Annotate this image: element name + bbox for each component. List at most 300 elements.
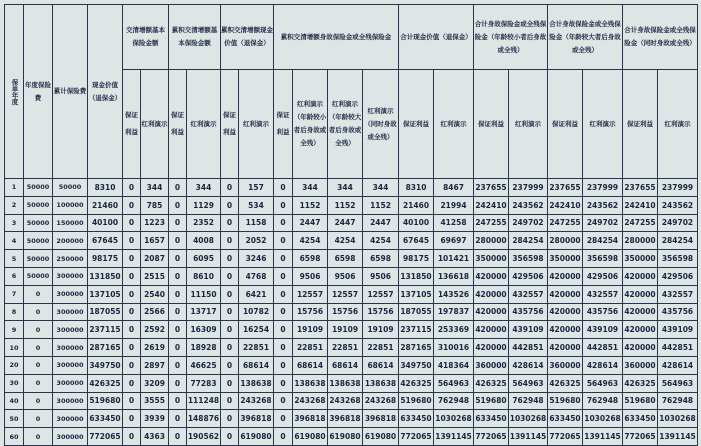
table-cell: 344 [363,179,399,197]
table-cell: 429506 [658,267,698,285]
table-row [5,339,698,357]
table-cell: 300000 [53,321,88,339]
subheader-dividend: 红利演示 [239,70,274,179]
benefit-illustration-table [4,4,698,446]
table-cell: 77283 [187,374,221,392]
table-cell: 237999 [509,179,548,197]
table-cell: 9506 [328,267,363,285]
table-cell: 0 [169,321,187,339]
table-cell: 0 [221,232,239,250]
subheader-dividend: 红利演示 [141,70,169,179]
table-cell: 0 [274,232,293,250]
table-cell: 564963 [583,374,623,392]
table-cell: 432557 [658,285,698,303]
table-cell: 237655 [623,179,658,197]
table-cell: 435756 [658,303,698,321]
table-cell: 435756 [583,303,623,321]
table-cell: 420000 [474,285,509,303]
table-cell: 0 [169,374,187,392]
table-cell: 15756 [363,303,399,321]
table-cell: 0 [274,321,293,339]
table-cell: 360000 [474,356,509,374]
table-cell: 137105 [399,285,434,303]
table-cell: 0 [123,356,141,374]
table-row [5,179,698,197]
table-cell: 633450 [623,410,658,428]
table-cell: 136618 [434,267,474,285]
table-row [5,410,698,428]
table-row [5,267,698,285]
table-cell: 2087 [141,250,169,268]
table-cell: 242410 [548,196,583,214]
table-cell: 22851 [293,339,328,357]
subheader-guaranteed: 保证利益 [623,70,658,179]
table-cell: 0 [274,179,293,197]
table-cell: 6 [5,267,24,285]
table-cell: 242410 [623,196,658,214]
table-cell: 619080 [293,428,328,446]
table-cell: 785 [141,196,169,214]
table-cell: 9506 [363,267,399,285]
table-cell: 564963 [434,374,474,392]
table-cell: 237115 [399,321,434,339]
table-cell: 420000 [474,321,509,339]
table-cell: 0 [221,196,239,214]
table-cell: 16254 [239,321,274,339]
table-cell: 619080 [363,428,399,446]
table-cell: 0 [274,267,293,285]
table-cell: 300000 [53,356,88,374]
table-cell: 50 [5,410,24,428]
table-cell: 40 [5,392,24,410]
table-cell: 1030268 [434,410,474,428]
table-cell: 12557 [293,285,328,303]
table-cell: 1129 [187,196,221,214]
table-cell: 284254 [509,232,548,250]
table-cell: 0 [123,250,141,268]
table-cell: 0 [169,196,187,214]
table-cell: 344 [293,179,328,197]
table-cell: 68614 [363,356,399,374]
table-cell: 426325 [88,374,123,392]
table-cell: 4 [5,232,24,250]
subheader-dividend-both: 红利演示（同时身故或全残） [363,70,399,179]
table-cell: 420000 [623,267,658,285]
table-cell: 0 [274,250,293,268]
subheader-guaranteed: 保证利益 [221,70,239,179]
table-cell: 0 [123,214,141,232]
table-cell: 1 [5,179,24,197]
table-cell: 0 [221,179,239,197]
table-cell: 772065 [548,428,583,446]
table-cell: 237115 [88,321,123,339]
table-cell: 67645 [399,232,434,250]
table-cell: 5 [5,250,24,268]
table-cell: 426325 [399,374,434,392]
table-cell: 4008 [187,232,221,250]
table-cell: 0 [274,339,293,357]
table-cell: 0 [123,267,141,285]
subheader-guaranteed: 保证利益 [548,70,583,179]
table-cell: 300000 [53,267,88,285]
table-cell: 519680 [548,392,583,410]
table-cell: 519680 [474,392,509,410]
table-cell: 40100 [88,214,123,232]
table-cell: 428614 [509,356,548,374]
table-cell: 19109 [293,321,328,339]
table-cell: 2897 [141,356,169,374]
table-cell: 3246 [239,250,274,268]
table-cell: 243562 [509,196,548,214]
table-cell: 0 [169,339,187,357]
subheader-guaranteed: 保证利益 [474,70,509,179]
table-cell: 300000 [53,374,88,392]
table-cell: 98175 [88,250,123,268]
table-cell: 249702 [583,214,623,232]
table-row [5,356,698,374]
table-cell: 432557 [509,285,548,303]
table-cell: 7 [5,285,24,303]
header-total-death-both: 合计身故保险金或全残保险金（同时身故或全残） [623,5,698,70]
table-cell: 98175 [399,250,434,268]
table-cell: 420000 [474,267,509,285]
table-cell: 633450 [548,410,583,428]
table-cell: 420000 [548,339,583,357]
table-cell: 0 [169,356,187,374]
table-cell: 0 [221,428,239,446]
table-cell: 0 [24,428,53,446]
table-cell: 9 [5,321,24,339]
table-cell: 1152 [363,196,399,214]
table-cell: 243562 [658,196,698,214]
table-cell: 13717 [187,303,221,321]
table-cell: 287165 [88,339,123,357]
table-cell: 0 [123,392,141,410]
table-cell: 0 [221,392,239,410]
table-cell: 360000 [623,356,658,374]
table-cell: 50000 [24,196,53,214]
table-cell: 15756 [293,303,328,321]
table-cell: 396818 [293,410,328,428]
table-cell: 344 [328,179,363,197]
table-cell: 0 [123,321,141,339]
table-cell: 50000 [53,179,88,197]
table-cell: 131850 [399,267,434,285]
table-cell: 420000 [548,285,583,303]
table-cell: 237999 [583,179,623,197]
table-cell: 0 [24,410,53,428]
table-cell: 243562 [583,196,623,214]
table-cell: 344 [187,179,221,197]
table-row [5,428,698,446]
table-cell: 0 [221,285,239,303]
table-cell: 50000 [24,267,53,285]
table-cell: 253369 [434,321,474,339]
table-cell: 519680 [623,392,658,410]
table-row [5,250,698,268]
table-cell: 21460 [88,196,123,214]
table-cell: 300000 [53,428,88,446]
table-cell: 138638 [239,374,274,392]
table-cell: 0 [24,303,53,321]
table-cell: 0 [274,196,293,214]
table-cell: 564963 [509,374,548,392]
subheader-dividend: 红利演示 [434,70,474,179]
table-cell: 280000 [623,232,658,250]
table-cell: 300000 [53,410,88,428]
table-cell: 4363 [141,428,169,446]
table-cell: 633450 [88,410,123,428]
table-cell: 284254 [658,232,698,250]
table-cell: 350000 [548,250,583,268]
table-cell: 300000 [53,339,88,357]
header-cum-paidup-cv: 累积交清增额现金价值（退保金） [221,5,274,70]
table-cell: 300000 [53,285,88,303]
table-cell: 442851 [658,339,698,357]
table-cell: 0 [169,303,187,321]
table-cell: 0 [274,392,293,410]
table-cell: 1030268 [658,410,698,428]
table-cell: 19109 [363,321,399,339]
table-cell: 2540 [141,285,169,303]
table-row [5,392,698,410]
table-cell: 762948 [583,392,623,410]
table-cell: 772065 [623,428,658,446]
table-cell: 8310 [399,179,434,197]
table-cell: 4768 [239,267,274,285]
table-cell: 1158 [239,214,274,232]
table-cell: 420000 [623,339,658,357]
table-row [5,285,698,303]
table-cell: 0 [221,410,239,428]
subheader-dividend: 红利演示 [187,70,221,179]
table-cell: 6095 [187,250,221,268]
table-cell: 243268 [363,392,399,410]
table-cell: 187055 [88,303,123,321]
table-cell: 0 [24,392,53,410]
table-cell: 69697 [434,232,474,250]
table-cell: 350000 [474,250,509,268]
header-policy-year: 保单年度 [5,5,24,179]
table-cell: 2447 [328,214,363,232]
table-cell: 432557 [583,285,623,303]
subheader-dividend: 红利演示 [509,70,548,179]
table-row [5,214,698,232]
table-cell: 6598 [293,250,328,268]
table-cell: 300000 [53,303,88,321]
table-cell: 0 [24,285,53,303]
table-cell: 762948 [434,392,474,410]
table-row [5,321,698,339]
table-cell: 12557 [363,285,399,303]
table-cell: 157 [239,179,274,197]
table-cell: 101421 [434,250,474,268]
table-cell: 22851 [363,339,399,357]
table-cell: 396818 [239,410,274,428]
table-cell: 138638 [363,374,399,392]
table-cell: 250000 [53,250,88,268]
table-row [5,303,698,321]
table-cell: 131850 [88,267,123,285]
table-cell: 633450 [474,410,509,428]
table-cell: 0 [123,196,141,214]
table-cell: 1657 [141,232,169,250]
header-annual-premium: 年度保险费 [24,5,53,179]
table-cell: 2619 [141,339,169,357]
table-cell: 0 [24,356,53,374]
table-cell: 21460 [399,196,434,214]
table-cell: 22851 [239,339,274,357]
table-cell: 22851 [328,339,363,357]
table-cell: 360000 [548,356,583,374]
table-cell: 439109 [509,321,548,339]
table-cell: 1030268 [583,410,623,428]
table-cell: 190562 [187,428,221,446]
table-cell: 40100 [399,214,434,232]
table-cell: 439109 [583,321,623,339]
table-cell: 2 [5,196,24,214]
table-cell: 8310 [88,179,123,197]
table-cell: 249702 [509,214,548,232]
table-cell: 0 [274,356,293,374]
table-cell: 0 [169,285,187,303]
table-cell: 0 [123,339,141,357]
table-cell: 2447 [363,214,399,232]
table-cell: 0 [123,232,141,250]
table-cell: 0 [123,285,141,303]
table-cell: 0 [169,428,187,446]
table-row [5,196,698,214]
table-cell: 100000 [53,196,88,214]
table-cell: 10 [5,339,24,357]
table-cell: 0 [221,303,239,321]
table-cell: 0 [169,179,187,197]
table-cell: 111248 [187,392,221,410]
table-cell: 344 [141,179,169,197]
table-cell: 41258 [434,214,474,232]
table-cell: 18928 [187,339,221,357]
table-cell: 428614 [658,356,698,374]
table-row [5,232,698,250]
table-cell: 8 [5,303,24,321]
table-cell: 356598 [509,250,548,268]
table-cell: 0 [221,321,239,339]
table-cell: 243268 [328,392,363,410]
table-cell: 1030268 [509,410,548,428]
table-cell: 4254 [328,232,363,250]
header-total-death-younger: 合计身故保险金或全残保险金（年龄较小者后身故或全残） [474,5,548,70]
table-cell: 396818 [363,410,399,428]
table-cell: 0 [274,428,293,446]
table-cell: 0 [169,232,187,250]
subheader-guaranteed: 保证利益 [169,70,187,179]
table-cell: 243268 [293,392,328,410]
table-cell: 3555 [141,392,169,410]
table-cell: 19109 [328,321,363,339]
table-cell: 237655 [548,179,583,197]
table-cell: 772065 [474,428,509,446]
table-cell: 30 [5,374,24,392]
table-cell: 519680 [399,392,434,410]
table-cell: 68614 [239,356,274,374]
table-cell: 8610 [187,267,221,285]
table-cell: 10782 [239,303,274,321]
table-cell: 3209 [141,374,169,392]
table-body [5,179,698,446]
table-cell: 442851 [583,339,623,357]
table-cell: 349750 [88,356,123,374]
table-cell: 0 [221,267,239,285]
table-cell: 420000 [623,321,658,339]
table-cell: 50000 [24,250,53,268]
table-cell: 284254 [583,232,623,250]
header-cash-value: 现金价值（退保金） [88,5,123,179]
table-cell: 0 [123,374,141,392]
table-cell: 50000 [24,214,53,232]
table-cell: 1391145 [658,428,698,446]
table-cell: 1152 [293,196,328,214]
table-cell: 1152 [328,196,363,214]
table-cell: 242410 [474,196,509,214]
table-cell: 418364 [434,356,474,374]
table-cell: 0 [169,267,187,285]
table-cell: 0 [123,428,141,446]
table-cell: 619080 [328,428,363,446]
table-cell: 3939 [141,410,169,428]
table-cell: 439109 [658,321,698,339]
table-cell: 0 [274,214,293,232]
table-cell: 8467 [434,179,474,197]
subheader-dividend: 红利演示 [658,70,698,179]
table-cell: 287165 [399,339,434,357]
table-cell: 2592 [141,321,169,339]
table-cell: 0 [123,410,141,428]
table-cell: 4254 [363,232,399,250]
table-cell: 0 [221,339,239,357]
table-cell: 1391145 [434,428,474,446]
table-cell: 564963 [658,374,698,392]
table-cell: 247255 [474,214,509,232]
table-cell: 68614 [293,356,328,374]
table-cell: 0 [221,356,239,374]
table-cell: 6598 [328,250,363,268]
header-total-cv: 合计现金价值（退保金） [399,5,474,70]
table-cell: 534 [239,196,274,214]
table-cell: 0 [123,179,141,197]
table-cell: 237999 [658,179,698,197]
table-cell: 2515 [141,267,169,285]
table-cell: 237655 [474,179,509,197]
table-cell: 16309 [187,321,221,339]
table-cell: 4254 [293,232,328,250]
table-cell: 249702 [658,214,698,232]
table-cell: 0 [274,285,293,303]
table-cell: 2566 [141,303,169,321]
table-cell: 633450 [399,410,434,428]
table-cell: 243268 [239,392,274,410]
table-cell: 420000 [623,285,658,303]
subheader-dividend: 红利演示 [583,70,623,179]
table-cell: 6421 [239,285,274,303]
table-cell: 442851 [509,339,548,357]
table-cell: 6598 [363,250,399,268]
table-cell: 420000 [474,303,509,321]
table-cell: 0 [274,374,293,392]
table-row [5,374,698,392]
table-cell: 68614 [328,356,363,374]
table-cell: 0 [24,321,53,339]
table-cell: 67645 [88,232,123,250]
